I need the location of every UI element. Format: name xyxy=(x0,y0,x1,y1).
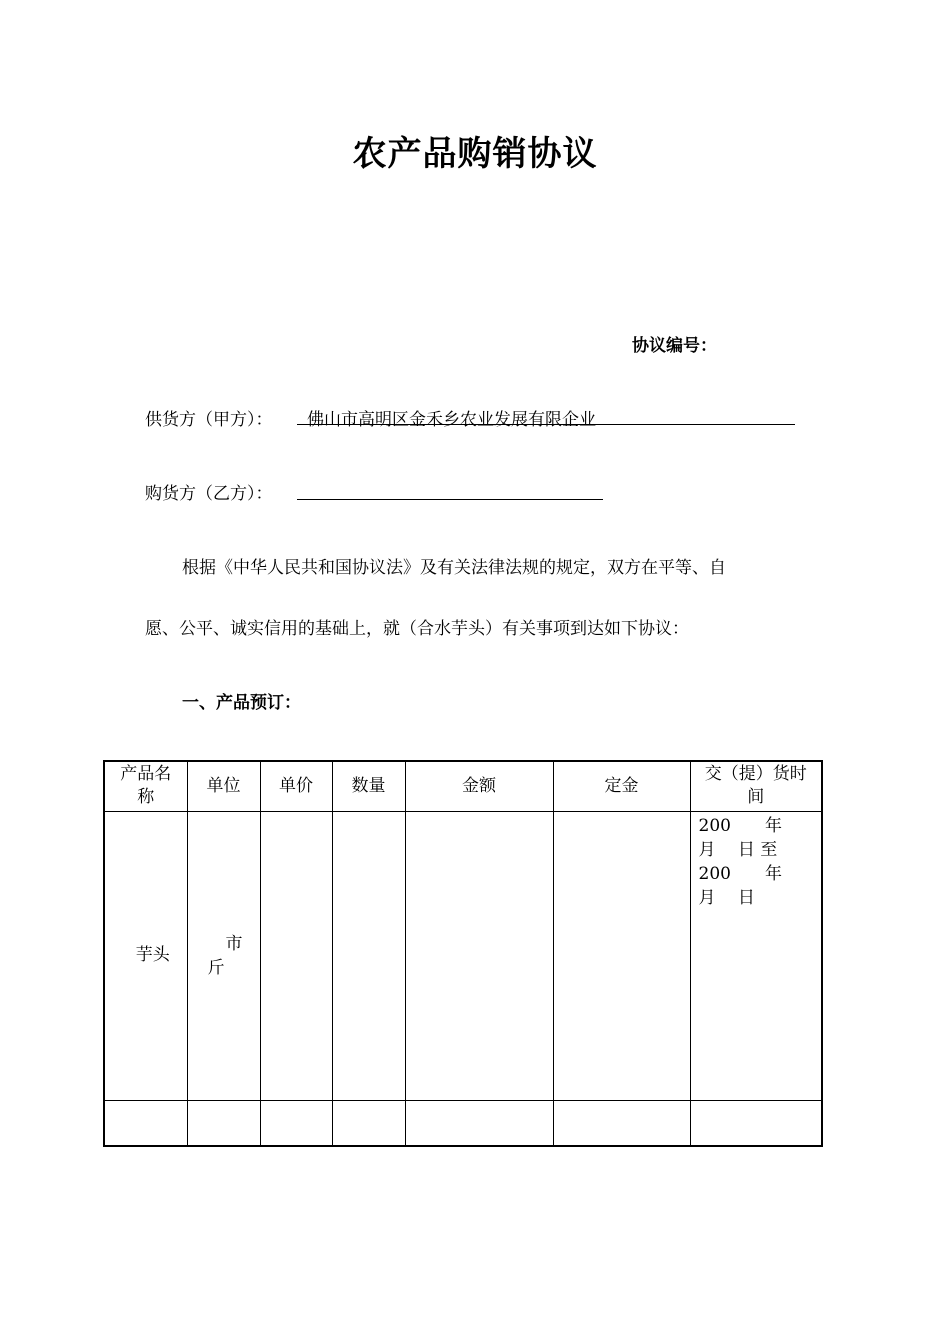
header-amount: 金额 xyxy=(405,761,553,811)
delivery-line-1: 200 年 xyxy=(698,815,782,836)
empty-cell[interactable] xyxy=(690,1100,822,1146)
preamble-line-2: 愿、公平、诚实信用的基础上，就（合水芋头）有关事项到达如下协议： xyxy=(145,619,689,639)
header-unit: 单位 xyxy=(187,761,260,811)
cell-quantity[interactable] xyxy=(332,811,405,1100)
header-delivery-time-line1: 交（提）货时 xyxy=(704,764,807,785)
header-product-name-line1: 产品名 xyxy=(120,764,172,785)
section-heading-product-order: 一、产品预订： xyxy=(182,693,301,713)
empty-cell[interactable] xyxy=(187,1100,260,1146)
cell-unit-line2: 斤 xyxy=(207,957,225,978)
empty-cell[interactable] xyxy=(260,1100,332,1146)
supplier-label: 供货方（甲方）： xyxy=(145,410,273,430)
cell-unit-price[interactable] xyxy=(260,811,332,1100)
header-deposit: 定金 xyxy=(553,761,690,811)
agreement-number-label: 协议编号： xyxy=(632,336,717,356)
delivery-line-3: 200 年 xyxy=(698,863,782,884)
header-unit-price: 单价 xyxy=(260,761,332,811)
document-title: 农产品购销协议 xyxy=(352,134,598,174)
buyer-line xyxy=(145,479,273,504)
cell-unit-line1: 市 xyxy=(225,933,243,954)
cell-delivery-time xyxy=(690,811,822,1100)
cell-amount[interactable] xyxy=(405,811,553,1100)
cell-product-name: 芋头 xyxy=(104,811,187,1100)
delivery-line-2: 月 日 至 xyxy=(698,839,778,860)
table-row-empty xyxy=(104,1100,822,1146)
empty-cell[interactable] xyxy=(405,1100,553,1146)
empty-cell[interactable] xyxy=(553,1100,690,1146)
cell-unit xyxy=(187,811,260,1100)
supplier-line xyxy=(145,405,273,430)
header-product-name-line2: 称 xyxy=(137,787,155,808)
header-quantity: 数量 xyxy=(332,761,405,811)
table-header-row xyxy=(104,761,822,811)
buyer-label: 购货方（乙方）： xyxy=(145,484,273,504)
header-delivery-time xyxy=(690,761,822,811)
product-order-table xyxy=(103,760,823,1147)
buyer-field[interactable] xyxy=(297,479,603,500)
header-product-name xyxy=(104,761,187,811)
supplier-field[interactable]: 佛山市高明区金禾乡农业发展有限企业 xyxy=(297,405,795,425)
table-row xyxy=(104,811,822,1100)
header-delivery-time-line2: 间 xyxy=(747,787,765,808)
cell-deposit[interactable] xyxy=(553,811,690,1100)
delivery-line-4: 月 日 xyxy=(698,887,755,908)
empty-cell[interactable] xyxy=(104,1100,187,1146)
preamble-line-1: 根据《中华人民共和国协议法》及有关法律法规的规定，双方在平等、自 xyxy=(182,558,726,578)
empty-cell[interactable] xyxy=(332,1100,405,1146)
